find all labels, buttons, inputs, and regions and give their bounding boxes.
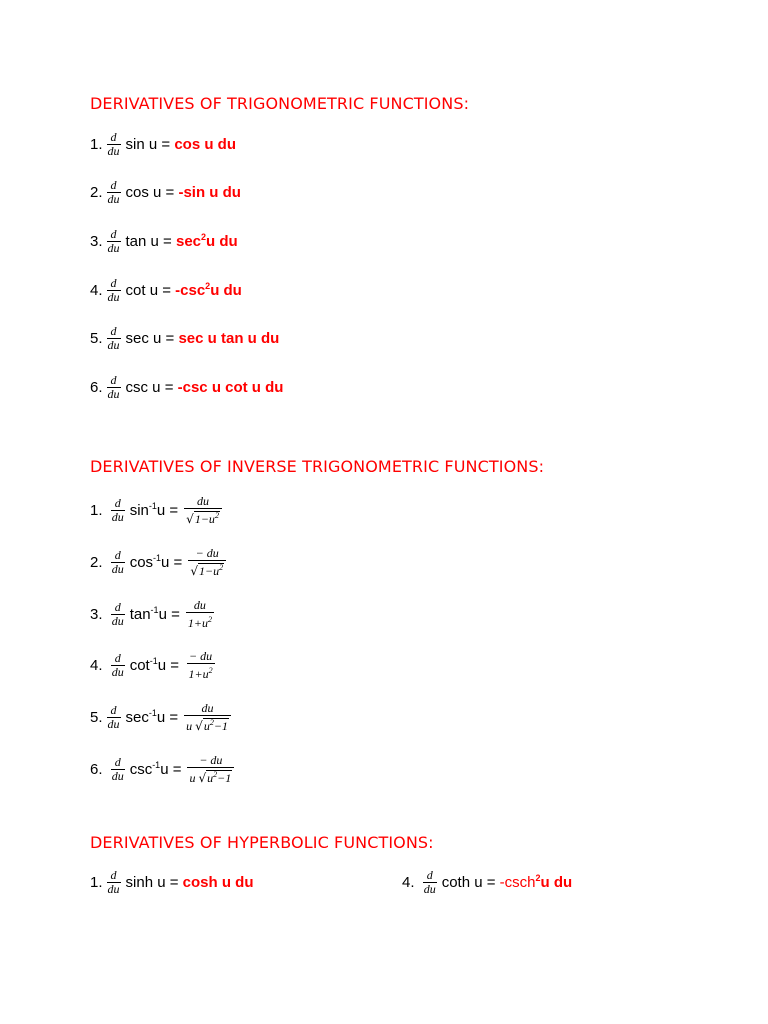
answer: cos u du — [174, 135, 236, 153]
heading-inverse-trig: DERIVATIVES OF INVERSE TRIGONOMETRIC FUNCTIONS: — [90, 457, 545, 476]
derivative-result: $\frac{- du}{√1-u^2}$ — [188, 546, 226, 578]
inverse-item-1 — [90, 493, 222, 527]
item-number: 2. — [90, 553, 103, 571]
derivative-operator: $\frac{d}{du}$ — [107, 372, 120, 401]
derivative-operator: $\frac{d}{du}$ — [107, 867, 120, 896]
heading-hyperbolic: DERIVATIVES OF HYPERBOLIC FUNCTIONS: — [90, 833, 434, 852]
item-number: 3. — [90, 605, 103, 623]
trig-item-3 — [90, 226, 238, 256]
derivative-operator: $\frac{d}{du}$ — [423, 867, 436, 896]
derivative-operator: $\frac{d}{du}$ — [111, 547, 124, 576]
inverse-item-6 — [90, 752, 234, 786]
item-number: 6. — [90, 378, 103, 396]
answer: sec u tan u du — [178, 329, 280, 347]
inverse-item-2 — [90, 545, 226, 579]
answer: cosh u du — [182, 873, 254, 891]
item-number: 1. — [90, 135, 103, 153]
function-expression: sin u = — [125, 135, 171, 153]
derivative-result: $\frac{- du}{1+u^2}$ — [188, 649, 213, 681]
item-number: 4. — [402, 873, 415, 891]
function-expression: coth u = — [441, 873, 496, 891]
item-number: 1. — [90, 501, 103, 519]
item-number: 4. — [90, 281, 103, 299]
derivative-operator: $\frac{d}{du}$ — [107, 275, 120, 304]
derivative-result: $\frac{- du}{u √u^2-1}$ — [187, 753, 234, 785]
derivative-operator: $\frac{d}{du}$ — [111, 754, 124, 783]
answer: -csch$^2$u du — [499, 873, 573, 891]
function-expression: $\csc^{-1}u$ = — [129, 760, 182, 778]
item-number: 4. — [90, 656, 103, 674]
function-expression: $\cot^{-1}u$ = — [129, 656, 179, 674]
function-expression: $\sin^{-1}u$ = — [129, 501, 179, 519]
trig-item-5 — [90, 323, 279, 353]
answer: -csc u cot u du — [177, 378, 284, 396]
derivative-operator: $\frac{d}{du}$ — [107, 129, 120, 158]
function-expression: $\sec^{-1}u$ = — [125, 708, 179, 726]
function-expression: cos u = — [125, 183, 175, 201]
function-expression: tan u = — [125, 232, 172, 250]
trig-item-6 — [90, 372, 283, 402]
hyperbolic-item-4 — [402, 867, 572, 897]
trig-item-1 — [90, 129, 236, 159]
function-expression: sinh u = — [125, 873, 179, 891]
function-expression: cot u = — [125, 281, 171, 299]
trig-item-2 — [90, 177, 241, 207]
inverse-item-4 — [90, 648, 216, 682]
trig-item-4 — [90, 275, 242, 305]
hyperbolic-item-1 — [90, 867, 254, 897]
derivative-result: $\frac{du}{1+u^2}$ — [187, 598, 212, 630]
item-number: 2. — [90, 183, 103, 201]
function-expression: $\tan^{-1}u$ = — [129, 605, 180, 623]
derivative-result: $\frac{du}{√1-u^2}$ — [184, 494, 222, 526]
derivative-operator: $\frac{d}{du}$ — [111, 599, 124, 628]
heading-trig: DERIVATIVES OF TRIGONOMETRIC FUNCTIONS: — [90, 94, 470, 113]
item-number: 6. — [90, 760, 103, 778]
derivative-operator: $\frac{d}{du}$ — [107, 323, 120, 352]
derivative-operator: $\frac{d}{du}$ — [111, 495, 124, 524]
derivative-operator: $\frac{d}{du}$ — [111, 650, 124, 679]
derivative-operator: $\frac{d}{du}$ — [107, 702, 120, 731]
item-number: 5. — [90, 708, 103, 726]
function-expression: $\cos^{-1}u$ = — [129, 553, 183, 571]
answer: $\sec^2u$ du — [175, 232, 238, 250]
item-number: 3. — [90, 232, 103, 250]
answer: $-\csc^2u$ du — [175, 281, 242, 299]
derivative-operator: $\frac{d}{du}$ — [107, 177, 120, 206]
item-number: 1. — [90, 873, 103, 891]
item-number: 5. — [90, 329, 103, 347]
function-expression: sec u = — [125, 329, 175, 347]
answer: -sin u du — [178, 183, 241, 201]
inverse-item-5 — [90, 700, 231, 734]
derivative-operator: $\frac{d}{du}$ — [107, 226, 120, 255]
function-expression: csc u = — [125, 378, 174, 396]
derivative-result: $\frac{du}{u √u^2-1}$ — [184, 701, 231, 733]
inverse-item-3 — [90, 597, 214, 631]
